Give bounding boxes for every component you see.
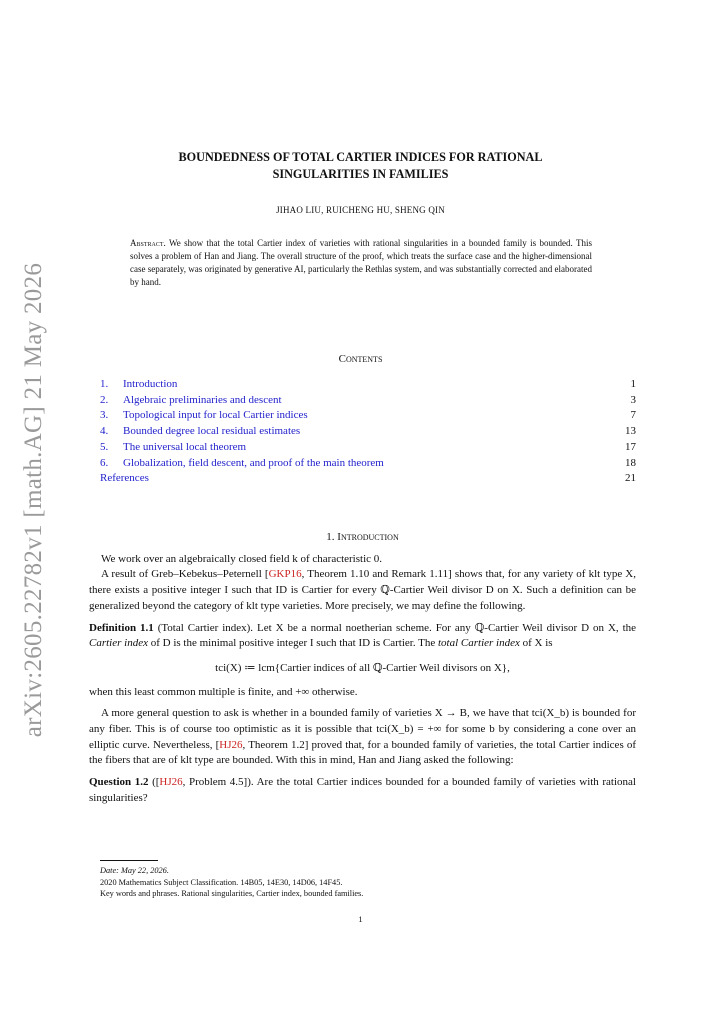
citation-link-hj26-problem[interactable]: HJ26 — [159, 776, 183, 789]
toc-num: 2. — [100, 393, 109, 406]
text-span: A result of Greb–Kebekus–Peternell [ — [101, 568, 269, 581]
arxiv-stamp — [14, 262, 54, 738]
title-line-2: SINGULARITIES IN FAMILIES — [272, 167, 449, 181]
toc-num: 4. — [100, 425, 109, 438]
footnote-keywords: Key words and phrases. Rational singularities, Cartier index, bounded families. — [100, 889, 364, 898]
text-span: Let X be a normal noetherian scheme. For any ℚ-Cartier Weil divisor D on X, the — [257, 621, 637, 634]
footnote-rule — [100, 860, 158, 861]
term-cartier-index: Cartier index — [89, 637, 148, 650]
text-span: of D is the minimal positive integer I such that ID is Cartier. The — [150, 637, 436, 650]
toc-page: 7 — [630, 409, 636, 422]
page-number: 1 — [358, 914, 363, 924]
toc-item-introduction[interactable] — [100, 377, 636, 393]
toc-label[interactable]: Algebraic preliminaries and descent — [123, 393, 282, 406]
intro-paragraph-3 — [89, 706, 636, 769]
arxiv-stamp-text: arXiv:2605.22782v1 [math.AG] 21 May 2026 — [20, 262, 48, 738]
toc-item-topological-input[interactable] — [100, 408, 636, 424]
toc-page: 17 — [625, 440, 636, 453]
citation-link-gkp16[interactable]: GKP16 — [268, 568, 302, 581]
toc-num: 3. — [100, 409, 109, 422]
text-span: A more general question to ask is whether in a bounded family of varieties X → B, we have that tci(X_b) is bounded for any fiber. This is of course too optimistic as it is possible that tci(X_b) = +∞ for some b by considering a cone over an elliptic curve. Nevertheless, [ — [89, 707, 636, 751]
title-line-1: BOUNDEDNESS OF TOTAL CARTIER INDICES FOR RATIONAL — [178, 150, 543, 164]
text-span: , Theorem 1.2] proved that, for a bounded family of varieties, the total Cartier indices of the fibers that are of klt type are bounded. With this in mind, Han and Jiang asked the following: — [89, 738, 636, 767]
citation-link-hj26[interactable]: HJ26 — [219, 738, 243, 751]
paper-title — [100, 149, 621, 183]
toc-page: 3 — [630, 393, 636, 406]
toc-item-globalization[interactable] — [100, 456, 636, 472]
authors: JIHAO LIU, RUICHENG HU, SHENG QIN — [276, 205, 445, 215]
term-total-cartier-index: total Cartier index — [438, 637, 520, 650]
toc-label[interactable]: Globalization, field descent, and proof of the main theorem — [123, 456, 384, 469]
toc-page: 18 — [625, 456, 636, 469]
text-span: ([ — [152, 776, 160, 789]
footnote-msc: 2020 Mathematics Subject Classification. 14B05, 14E30, 14D06, 14F45. — [100, 877, 343, 887]
toc-num: 1. — [100, 378, 109, 390]
toc-page: 13 — [625, 425, 636, 438]
toc-label[interactable]: The universal local theorem — [123, 440, 247, 453]
display-formula: tci(X) ≔ lcm{Cartier indices of all ℚ-Cartier Weil divisors on X}, — [215, 661, 510, 674]
toc-item-bounded-degree[interactable] — [100, 424, 636, 440]
question-text: Are the total Cartier indices bounded for a bounded family of varieties with rational singularities? — [89, 776, 636, 804]
toc-item-algebraic-preliminaries[interactable] — [100, 393, 636, 409]
section-heading-introduction: 1. Introduction — [326, 531, 399, 543]
text-span: of X is — [522, 637, 553, 650]
toc-num: 5. — [100, 440, 109, 453]
text-span: , Theorem 1.10 and Remark 1.11] shows that, for any variety of klt type X, there exists a positive integer I such that ID is Cartier for every ℚ-Cartier Weil divisor D on X. Such a definition can be generalized beyond the category of klt type varieties. More precisely, we may define the following. — [89, 568, 636, 612]
table-of-contents — [100, 377, 636, 487]
abstract-label: Abstract. — [130, 238, 166, 248]
definition-1-1 — [89, 621, 636, 652]
toc-item-references[interactable] — [100, 471, 636, 487]
intro-paragraph-2 — [89, 567, 636, 614]
introduction-section — [89, 530, 636, 807]
toc-page: 21 — [625, 472, 636, 485]
toc-item-universal-local-theorem[interactable] — [100, 440, 636, 456]
toc-label[interactable]: References — [100, 472, 149, 485]
footnote-date: Date: May 22, 2026. — [100, 866, 169, 875]
toc-label[interactable]: Bounded degree local residual estimates — [123, 425, 301, 438]
toc-label[interactable]: Introduction — [123, 378, 178, 390]
toc-num: 6. — [100, 456, 109, 469]
text-span: , Problem 4.5]). — [182, 776, 254, 789]
abstract-text: We show that the total Cartier index of varieties with rational singularities in a bounded family is bounded. This solves a problem of Han and Jiang. The overall structure of the proof, which treats the surface case and the higher-dimensional case separately, was originated by generative AI, particularly the Rethlas system, and was substantially corrected and elaborated by hand. — [130, 238, 592, 287]
footnotes — [100, 860, 621, 900]
abstract — [130, 237, 592, 289]
definition-name: (Total Cartier index). — [157, 621, 254, 634]
toc-page: 1 — [630, 378, 636, 390]
contents-heading: Contents — [338, 353, 383, 365]
toc-label[interactable]: Topological input for local Cartier indices — [123, 409, 308, 422]
definition-label: Definition 1.1 — [89, 621, 154, 634]
after-formula-text: when this least common multiple is finite, and +∞ otherwise. — [89, 685, 358, 698]
question-label: Question 1.2 — [89, 776, 149, 789]
question-1-2 — [89, 775, 636, 806]
intro-paragraph-1: We work over an algebraically closed field k of characteristic 0. — [101, 552, 383, 565]
